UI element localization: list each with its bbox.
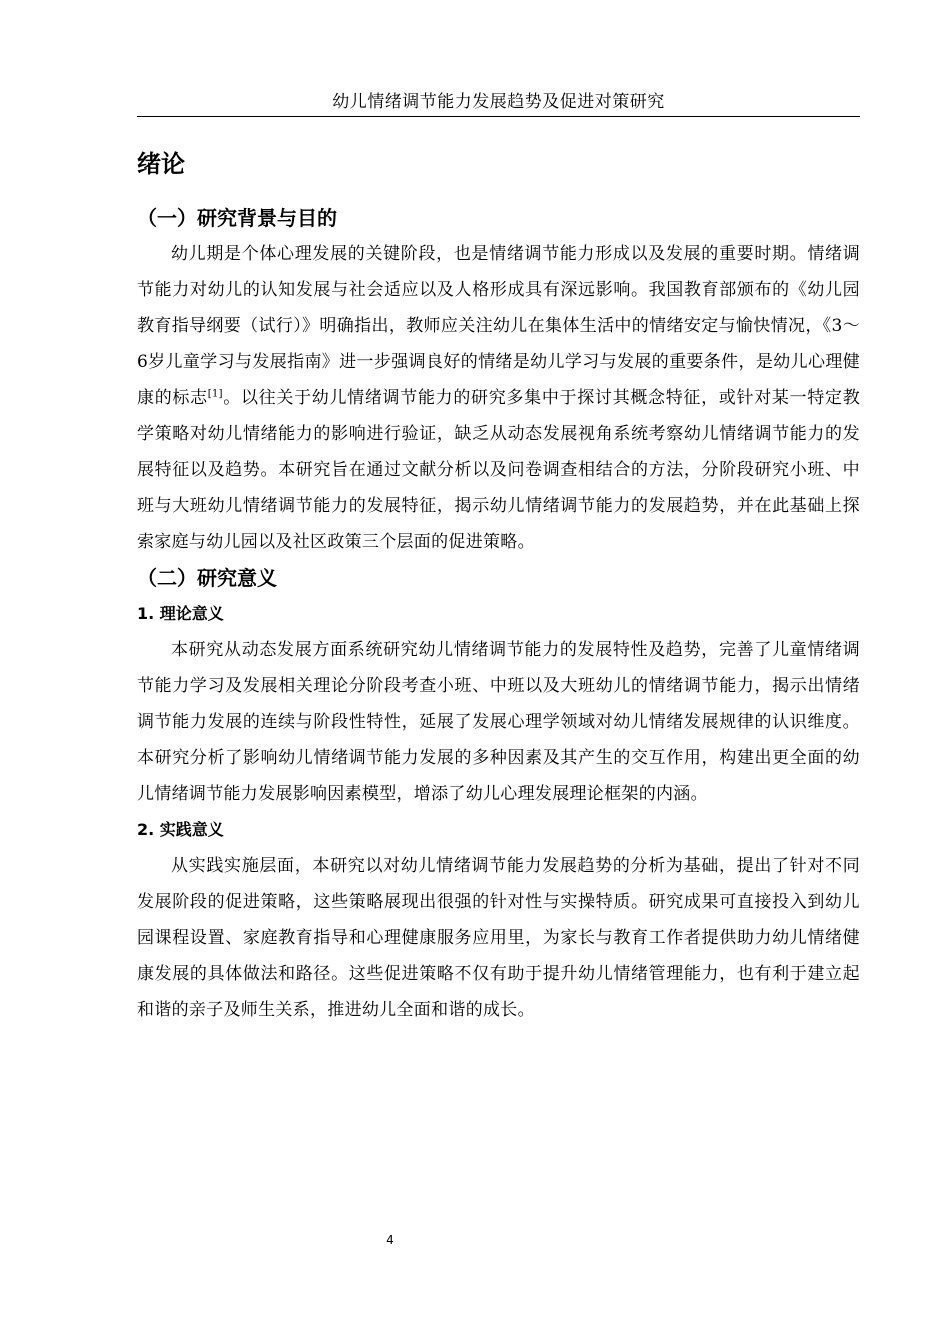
- section-heading-background: （一）研究背景与目的: [137, 206, 337, 230]
- page-number: 4: [386, 1233, 394, 1247]
- chapter-title: 绪论: [137, 150, 185, 178]
- paragraph-background: [137, 236, 860, 560]
- running-header: 幼儿情绪调节能力发展趋势及促进对策研究: [332, 92, 665, 112]
- paragraph-background-text-b: 。以往关于幼儿情绪调节能力的研究多集中于探讨其概念特征，或针对某一特定教学策略对幼儿情绪能力的影响进行验证，缺乏从动态发展视角系统考察幼儿情绪调节能力的发展特征以及趋势。本研究旨在通过文献分析以及问卷调查相结合的方法，分阶段研究小班、中班与大班幼儿情绪调节能力的发展特征，揭示幼儿情绪调节能力的发展趋势，并在此基础上探索家庭与幼儿园以及社区政策三个层面的促进策略。: [137, 388, 860, 552]
- paragraph-theory: 本研究从动态发展方面系统研究幼儿情绪调节能力的发展特性及趋势，完善了儿童情绪调节能力学习及发展相关理论分阶段考查小班、中班以及大班幼儿的情绪调节能力，揭示出情绪调节能力发展的连续与阶段性特性，延展了发展心理学领域对幼儿情绪发展规律的认识维度。本研究分析了影响幼儿情绪调节能力发展的多种因素及其产生的交互作用，构建出更全面的幼儿情绪调节能力发展影响因素模型，增添了幼儿心理发展理论框架的内涵。: [137, 640, 860, 804]
- header-rule: [137, 116, 860, 117]
- citation-marker: [1]: [207, 388, 223, 400]
- paragraph-practice: 从实践实施层面，本研究以对幼儿情绪调节能力发展趋势的分析为基础，提出了针对不同发展阶段的促进策略，这些策略展现出很强的针对性与实操特质。研究成果可直接投入到幼儿园课程设置、家庭教育指导和心理健康服务应用里，为家长与教育工作者提供助力幼儿情绪健康发展的具体做法和路径。这些促进策略不仅有助于提升幼儿情绪管理能力，也有利于建立起和谐的亲子及师生关系，推进幼儿全面和谐的成长。: [137, 856, 860, 1020]
- subsection-heading-practice: 2. 实践意义: [137, 820, 224, 839]
- subsection-heading-theory: 1. 理论意义: [137, 604, 224, 623]
- paragraph-background-text-a: 幼儿期是个体心理发展的关键阶段，也是情绪调节能力形成以及发展的重要时期。情绪调节能力对幼儿的认知发展与社会适应以及人格形成具有深远影响。我国教育部颁布的《幼儿园教育指导纲要（试行）》明确指出，教师应关注幼儿在集体生活中的情绪安定与愉快情况，《3～6岁儿童学习与发展指南》进一步强调良好的情绪是幼儿学习与发展的重要条件，是幼儿心理健康的标志: [137, 244, 860, 408]
- page-content: [137, 142, 860, 1028]
- section-heading-significance: （二）研究意义: [137, 566, 277, 590]
